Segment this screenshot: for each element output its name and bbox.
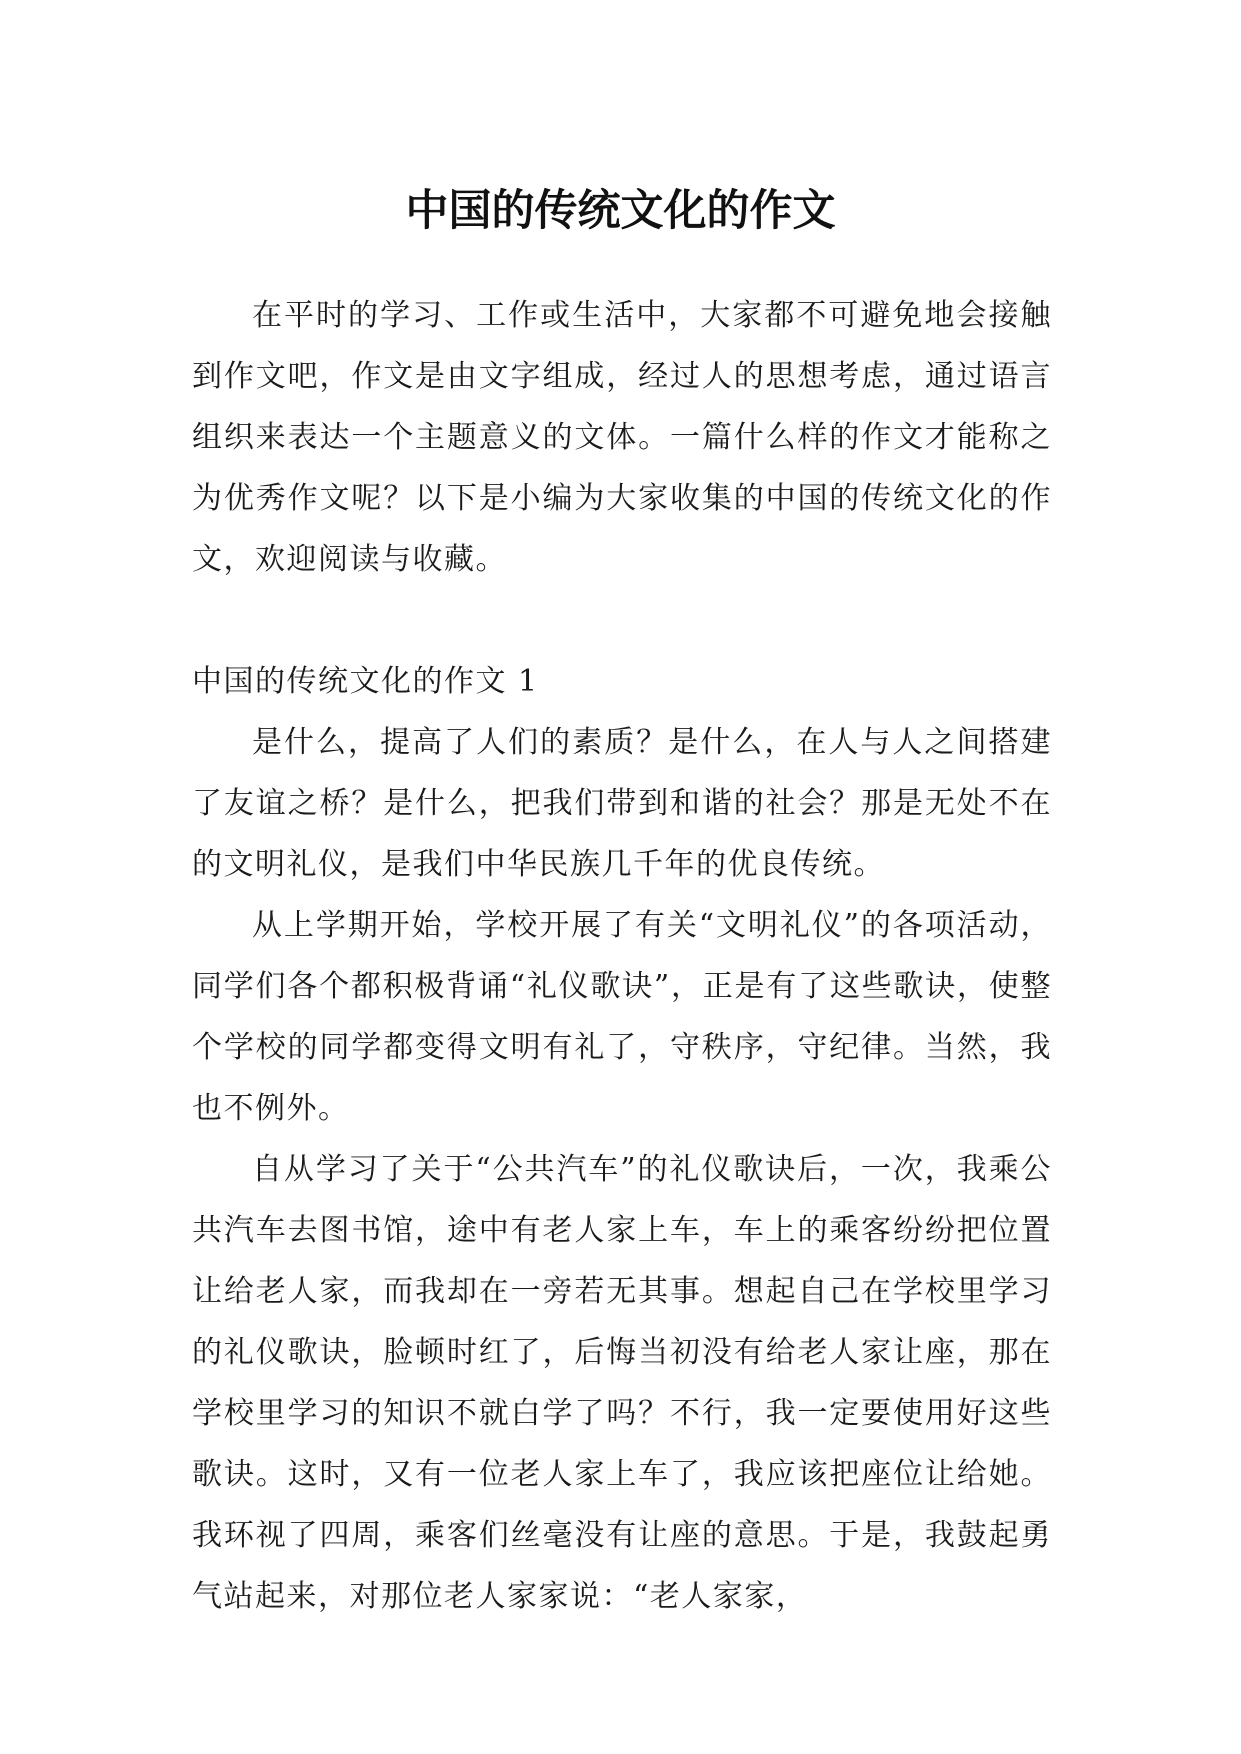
document-body [192,285,1052,1627]
body-paragraph-3: 自从学习了关于“公共汽车”的礼仪歌诀后，一次，我乘公共汽车去图书馆，途中有老人家上车，车上的乘客纷纷把位置让给老人家，而我却在一旁若无其事。想起自己在学校里学习的礼仪歌诀，脸顿时红了，后悔当初没有给老人家让座，那在学校里学习的知识不就白学了吗？不行，我一定要使用好这些歌诀。这时，又有一位老人家上车了，我应该把座位让给她。我环视了四周，乘客们丝毫没有让座的意思。于是，我鼓起勇气站起来，对那位老人家家说：“老人家家， [192,1152,1052,1614]
body-paragraph-2: 从上学期开始，学校开展了有关“文明礼仪”的各项活动，同学们各个都积极背诵“礼仪歌诀”，正是有了这些歌诀，使整个学校的同学都变得文明有礼了，守秩序，守纪律。当然，我也不例外。 [192,908,1052,1126]
paragraph-spacer [192,590,1052,651]
body-paragraph-1: 是什么，提高了人们的素质？是什么，在人与人之间搭建了友谊之桥？是什么，把我们带到和谐的社会？那是无处不在的文明礼仪，是我们中华民族几千年的优良传统。 [192,725,1052,882]
document-title: 中国的传统文化的作文 [405,185,836,236]
section-heading: 中国的传统文化的作文 1 [192,664,539,699]
intro-paragraph: 在平时的学习、工作或生活中，大家都不可避免地会接触到作文吧，作文是由文字组成，经过人的思想考虑，通过语言组织来表达一个主题意义的文体。一篇什么样的作文才能称之为优秀作文呢？以下是小编为大家收集的中国的传统文化的作文，欢迎阅读与收藏。 [192,298,1052,577]
